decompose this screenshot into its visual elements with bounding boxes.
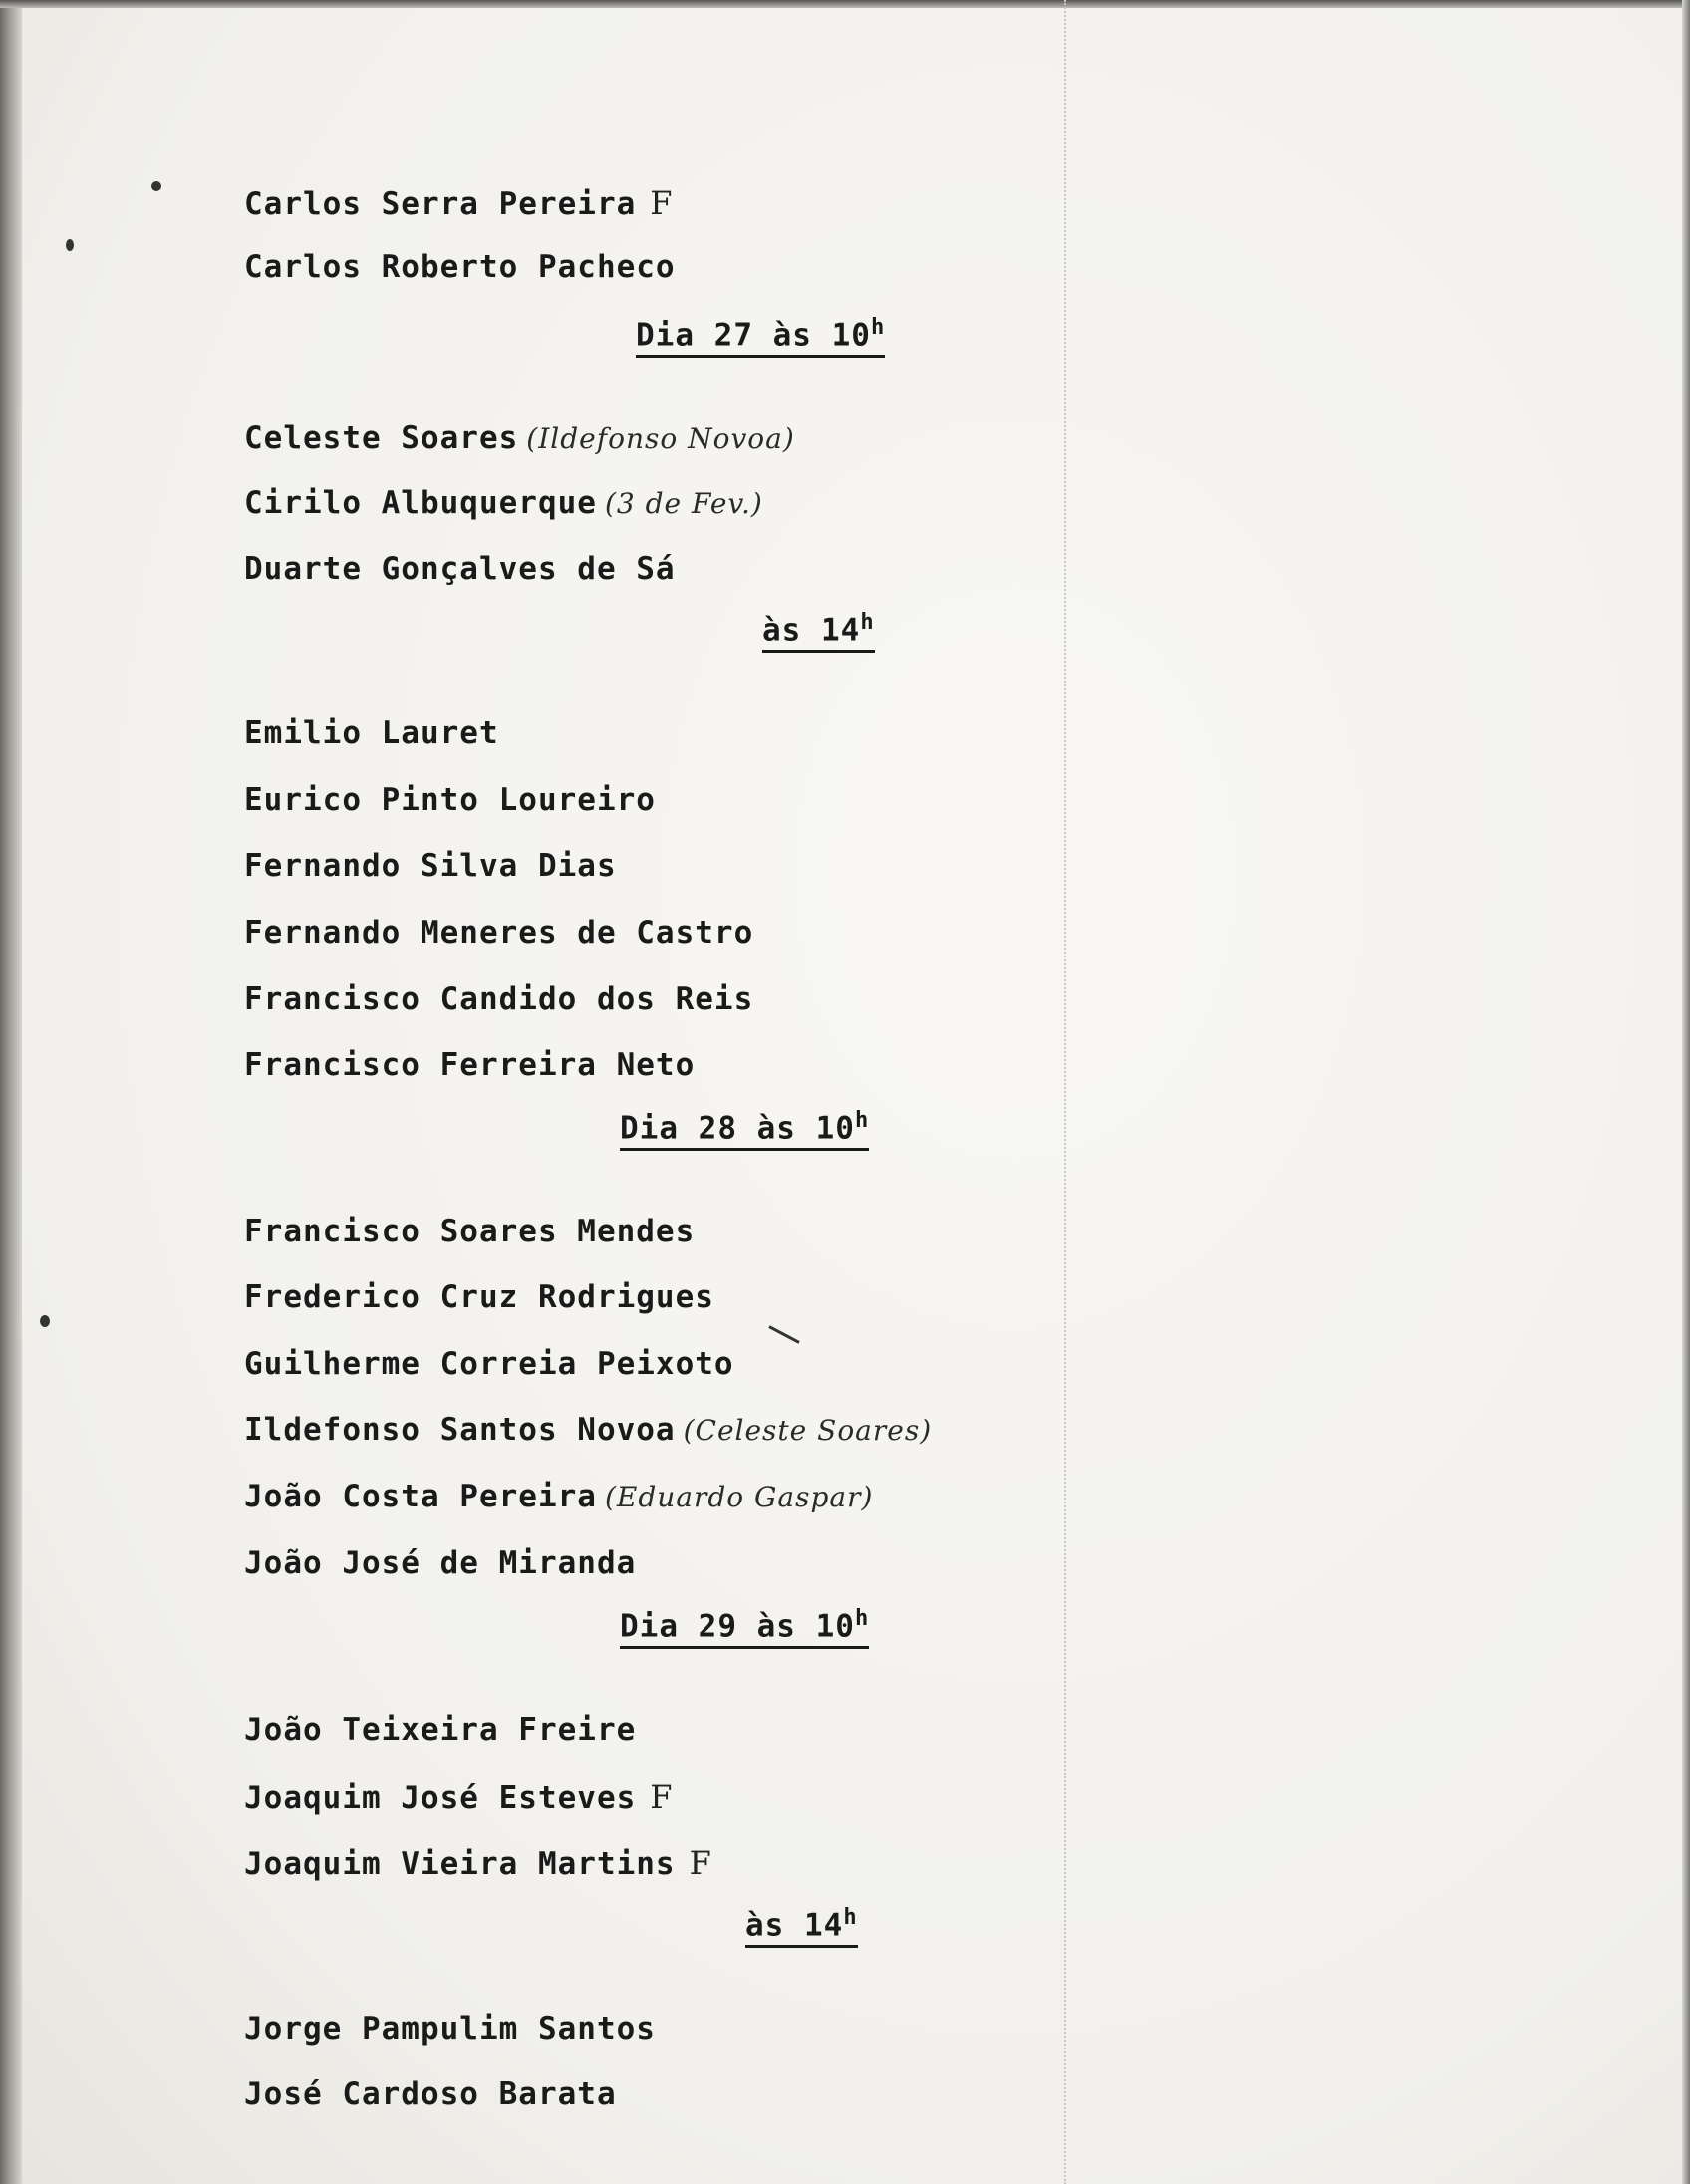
entry-name: Duarte Gonçalves de Sá: [244, 551, 676, 587]
entry-name: Emilio Lauret: [244, 715, 499, 751]
list-item: [244, 420, 795, 456]
entry-name: Jorge Pampulim Santos: [244, 2011, 656, 2047]
entry-name: João José de Miranda: [244, 1545, 637, 1581]
entry-name: Fernando Meneres de Castro: [244, 915, 754, 951]
section-header-sup: h: [854, 1606, 870, 1631]
list-item: [244, 782, 656, 818]
entry-name: João Teixeira Freire: [244, 1712, 637, 1748]
section-header-text: às 14: [745, 1907, 844, 1944]
list-item: [244, 1047, 695, 1083]
handwritten-note: (3 de Fev.): [604, 487, 763, 520]
list-item: [244, 1545, 636, 1581]
list-item: [244, 551, 676, 587]
entry-name: Joaquim Vieira Martins: [244, 1846, 676, 1882]
entry-name: Fernando Silva Dias: [244, 848, 617, 884]
scan-speck: [40, 1315, 50, 1327]
scan-speck: [151, 181, 161, 191]
section-header: [636, 315, 885, 358]
list-item: [244, 184, 673, 222]
entry-name: Cirilo Albuquerque: [244, 485, 597, 521]
entry-name: Joaquim José Esteves: [244, 1780, 637, 1816]
handwritten-note: (Eduardo Gaspar): [604, 1481, 874, 1513]
entry-name: João Costa Pereira: [244, 1479, 597, 1514]
section-header-sup: h: [854, 1108, 870, 1133]
section-header-sup: h: [843, 1905, 858, 1930]
entry-name: Eurico Pinto Loureiro: [244, 782, 656, 818]
list-item: [244, 715, 499, 751]
entry-name: Francisco Soares Mendes: [244, 1214, 696, 1249]
list-item: [244, 2011, 656, 2047]
list-item: [244, 915, 753, 951]
list-item: [244, 249, 676, 285]
list-item: [244, 1844, 712, 1882]
list-item: [244, 981, 753, 1017]
entry-name: José Cardoso Barata: [244, 2076, 617, 2112]
handwritten-note: (Ildefonso Novoa): [526, 422, 795, 455]
handwritten-mark: F: [650, 184, 674, 222]
scan-speck: [66, 239, 74, 251]
section-header-text: às 14: [762, 612, 861, 649]
entry-name: Francisco Candido dos Reis: [244, 981, 754, 1017]
pen-tick-mark: [768, 1325, 799, 1344]
section-header: [620, 1606, 869, 1649]
section-header-sup: h: [870, 315, 886, 340]
list-item: [244, 1479, 873, 1514]
handwritten-mark: F: [650, 1778, 674, 1816]
entry-name: Guilherme Correia Peixoto: [244, 1346, 734, 1382]
handwritten-mark: F: [689, 1844, 712, 1882]
list-item: [244, 485, 763, 521]
entry-name: Carlos Roberto Pacheco: [244, 249, 676, 285]
entry-name: Frederico Cruz Rodrigues: [244, 1279, 714, 1315]
section-header-text: Dia 27 às 10: [636, 317, 871, 354]
section-header-text: Dia 28 às 10: [620, 1110, 855, 1147]
handwritten-note: (Celeste Soares): [683, 1414, 933, 1447]
section-header-text: Dia 29 às 10: [620, 1608, 855, 1645]
section-header: [745, 1905, 858, 1948]
section-header: [620, 1108, 869, 1151]
list-item: [244, 1712, 636, 1748]
list-item: [244, 1346, 734, 1382]
entry-name: Celeste Soares: [244, 420, 519, 456]
page-top-edge: [0, 0, 1690, 8]
entry-name: Francisco Ferreira Neto: [244, 1047, 696, 1083]
list-item: [244, 1778, 673, 1816]
section-header-sup: h: [860, 610, 875, 635]
section-header: [762, 610, 875, 653]
list-item: [244, 1412, 932, 1448]
entry-name: Carlos Serra Pereira: [244, 186, 637, 222]
page-right-edge: [1682, 0, 1690, 2184]
list-item: [244, 1279, 714, 1315]
list-item: [244, 2076, 617, 2112]
list-item: [244, 848, 617, 884]
fold-line: [1064, 0, 1066, 2184]
page-left-edge: [0, 0, 22, 2184]
entry-name: Ildefonso Santos Novoa: [244, 1412, 676, 1448]
list-item: [244, 1214, 695, 1249]
